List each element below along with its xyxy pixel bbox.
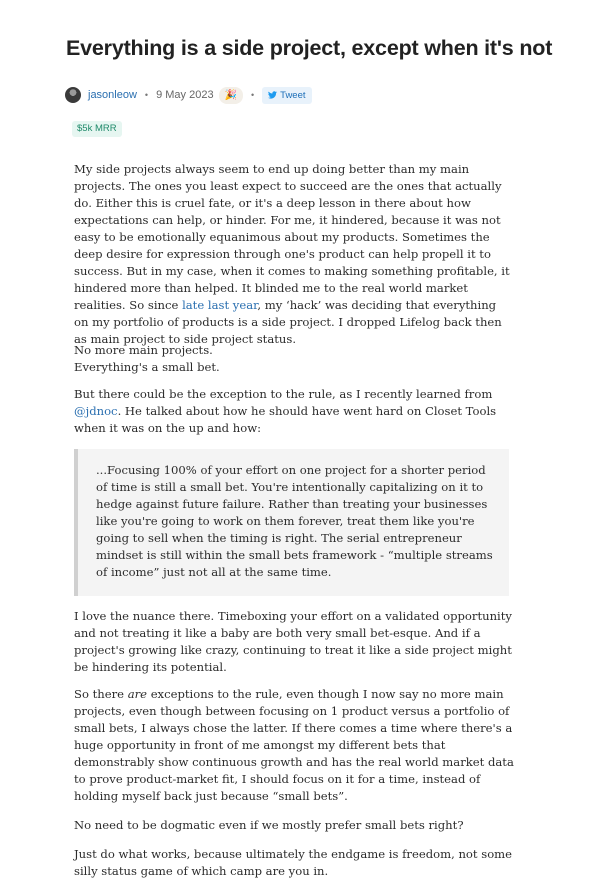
p2-line-1: No more main projects. bbox=[74, 343, 213, 357]
reaction-button[interactable]: 🎉 bbox=[219, 87, 243, 104]
p5-text-b: exceptions to the rule, even though I now say no more main projects, even though between focusing on 1 product versus a portfolio of small bets, I always chose the latter. If there comes a time where there's a huge opportunity in front of me amongst my different bets that demonstrably show continuous growth and has the real world market data to prove product-market fit, I should focus on it for a time, instead of holding myself back just because “small bets”. bbox=[74, 687, 514, 803]
p1-text-b: , my ‘hack’ was deciding that everything on my portfolio of products is a side project. I dropped Lifelog back then as main project to side project status. bbox=[74, 298, 502, 346]
post-meta bbox=[65, 85, 312, 105]
p3-text-b: . He talked about how he should have went hard on Closet Tools when it was on the up and how: bbox=[74, 404, 497, 435]
p3-text-a: But there could be the exception to the rule, as I recently learned from bbox=[74, 387, 493, 401]
blockquote bbox=[74, 449, 509, 596]
meta-separator: • bbox=[251, 90, 255, 100]
tag-badge[interactable]: $5k MRR bbox=[72, 121, 122, 137]
p1-text-a: My side projects always seem to end up doing better than my main projects. The ones you least expect to succeed are the ones that actually do. Either this is cruel fate, or it's a deep lesson in there about how expectations can help, or hinder. For me, it hindered, because it was not easy to be emotionally equanimous about my products. Sometimes the deep desire for expression through one's product can help propell it to success. But in my case, when it comes to making something profitable, it hindered more than helped. It blinded me to the real world market realities. So since bbox=[74, 162, 510, 312]
tweet-button[interactable] bbox=[262, 87, 311, 104]
twitter-bird-icon bbox=[268, 91, 277, 99]
paragraph-3 bbox=[74, 386, 514, 437]
p5-text-a: So there bbox=[74, 687, 128, 701]
paragraph-7: Just do what works, because ultimately the endgame is freedom, not some silly status game of which camp are you in. bbox=[74, 847, 513, 878]
p5-emphasis: are bbox=[127, 687, 148, 701]
late-last-year-link[interactable]: late last year bbox=[182, 298, 258, 312]
paragraph-4: I love the nuance there. Timeboxing your effort on a validated opportunity and not treating it like a baby are both very small bet-esque. And if a project's growing like crazy, continuing to treat it like a side project might be hindering its potential. bbox=[74, 609, 512, 674]
post-date: 9 May 2023 bbox=[156, 89, 214, 101]
post-title: Everything is a side project, except when it's not bbox=[66, 36, 553, 60]
paragraph-5 bbox=[74, 686, 514, 805]
tweet-label: Tweet bbox=[280, 89, 306, 101]
p2-line-2: Everything's a small bet. bbox=[74, 360, 220, 374]
paragraph-6: No need to be dogmatic even if we mostly prefer small bets right? bbox=[74, 818, 464, 832]
paragraph-1 bbox=[74, 161, 514, 348]
paragraph-2 bbox=[74, 342, 514, 376]
meta-separator: • bbox=[144, 90, 149, 100]
blockquote-text: ...Focusing 100% of your effort on one project for a shorter period of time is still a small bet. You're intentionally capitalizing on it to hedge against future failure. Rather than treating your businesses like you're going to work on them forever, treat them like you're going to sell when the timing is right. The serial entrepreneur mindset is still within the small bets framework - “multiple streams of income” just not all at the same time. bbox=[96, 463, 493, 579]
jdnoc-link[interactable]: @jdnoc bbox=[74, 404, 118, 418]
author-avatar[interactable] bbox=[65, 87, 81, 103]
author-link[interactable]: jasonleow bbox=[88, 89, 137, 101]
